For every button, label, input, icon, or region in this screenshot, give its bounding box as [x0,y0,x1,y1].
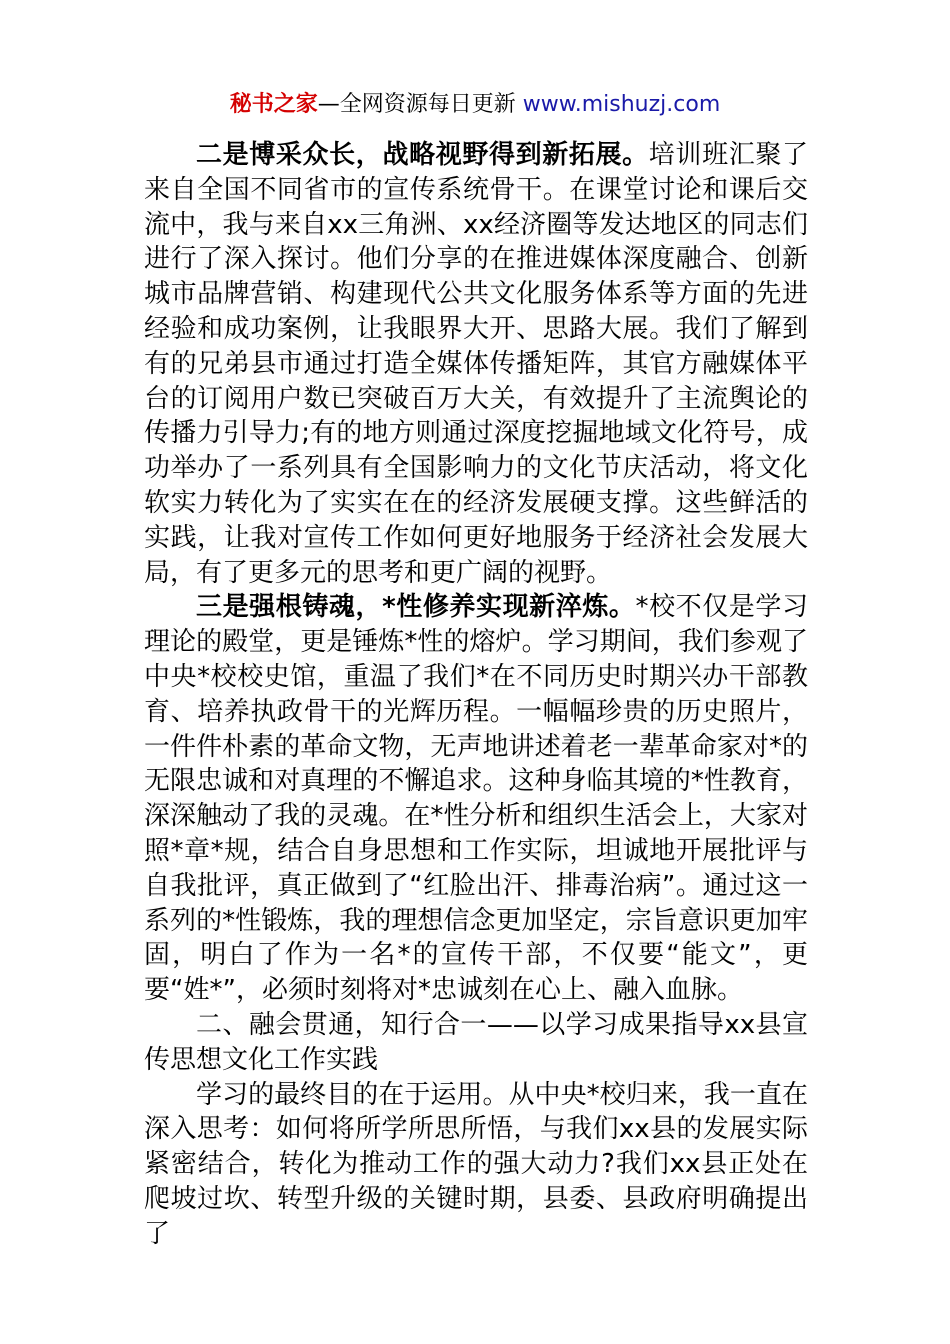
site-tagline: —全网资源每日更新 [317,92,516,117]
site-header [0,88,950,122]
section-heading-text: 二、融会贯通，知行合一——以学习成果指导xx县宣传思想文化工作实践 [144,1009,808,1075]
paragraph-application [144,1078,808,1252]
site-brand: 秘书之家 [229,92,318,117]
paragraph-party-cultivation [144,590,808,1008]
paragraph-text: 学习的最终目的在于运用。从中央*校归来，我一直在深入思考：如何将所学所思所悟，与我们xx县的发展实际紧密结合，转化为推动工作的强大动力?我们xx县正处在爬坡过坎、转型升级的关键时期，县委、县政府明确提出了 [144,1079,808,1249]
paragraph-lead: 三是强根铸魂，*性修养实现新淬炼。 [196,592,636,623]
paragraph-expand-vision [144,138,808,590]
site-url-link[interactable]: www.mishuzj.com [522,92,721,117]
section-heading [144,1008,808,1078]
document-body [144,138,808,1252]
paragraph-text: 培训班汇聚了来自全国不同省市的宣传系统骨干。在课堂讨论和课后交流中，我与来自xx三角洲、xx经济圈等发达地区的同志们进行了深入探讨。他们分享的在推进媒体深度融合、创新城市品牌营销、构建现代公共文化服务体系等方面的先进经验和成功案例，让我眼界大开、思路大展。我们了解到有的兄弟县市通过打造全媒体传播矩阵，其官方融媒体平台的订阅用户数已突破百万大关，有效提升了主流舆论的传播力引导力;有的地方则通过深度挖掘地域文化符号，成功举办了一系列具有全国影响力的文化节庆活动，将文化软实力转化为了实实在在的经济发展硬支撑。这些鲜活的实践，让我对宣传工作如何更好地服务于经济社会发展大局，有了更多元的思考和更广阔的视野。 [144,140,808,588]
paragraph-lead: 二是博采众长，战略视野得到新拓展。 [196,140,649,170]
paragraph-text: *校不仅是学习理论的殿堂，更是锤炼*性的熔炉。学习期间，我们参观了中央*校校史馆，重温了我们*在不同历史时期兴办干部教育、培养执政骨干的光辉历程。一幅幅珍贵的历史照片，一件件朴素的革命文物，无声地讲述着老一辈革命家对*的无限忠诚和对真理的不懈追求。这种身临其境的*性教育，深深触动了我的灵魂。在*性分析和组织生活会上，大家对照*章*规，结合自身思想和工作实际，坦诚地开展批评与自我批评，真正做到了“红脸出汗、排毒治病”。通过这一系列的*性锻炼，我的理想信念更加坚定，宗旨意识更加牢固，明白了作为一名*的宣传干部，不仅要“能文”，更要“姓*”，必须时刻将对*忠诚刻在心上、融入血脉。 [144,592,808,1006]
